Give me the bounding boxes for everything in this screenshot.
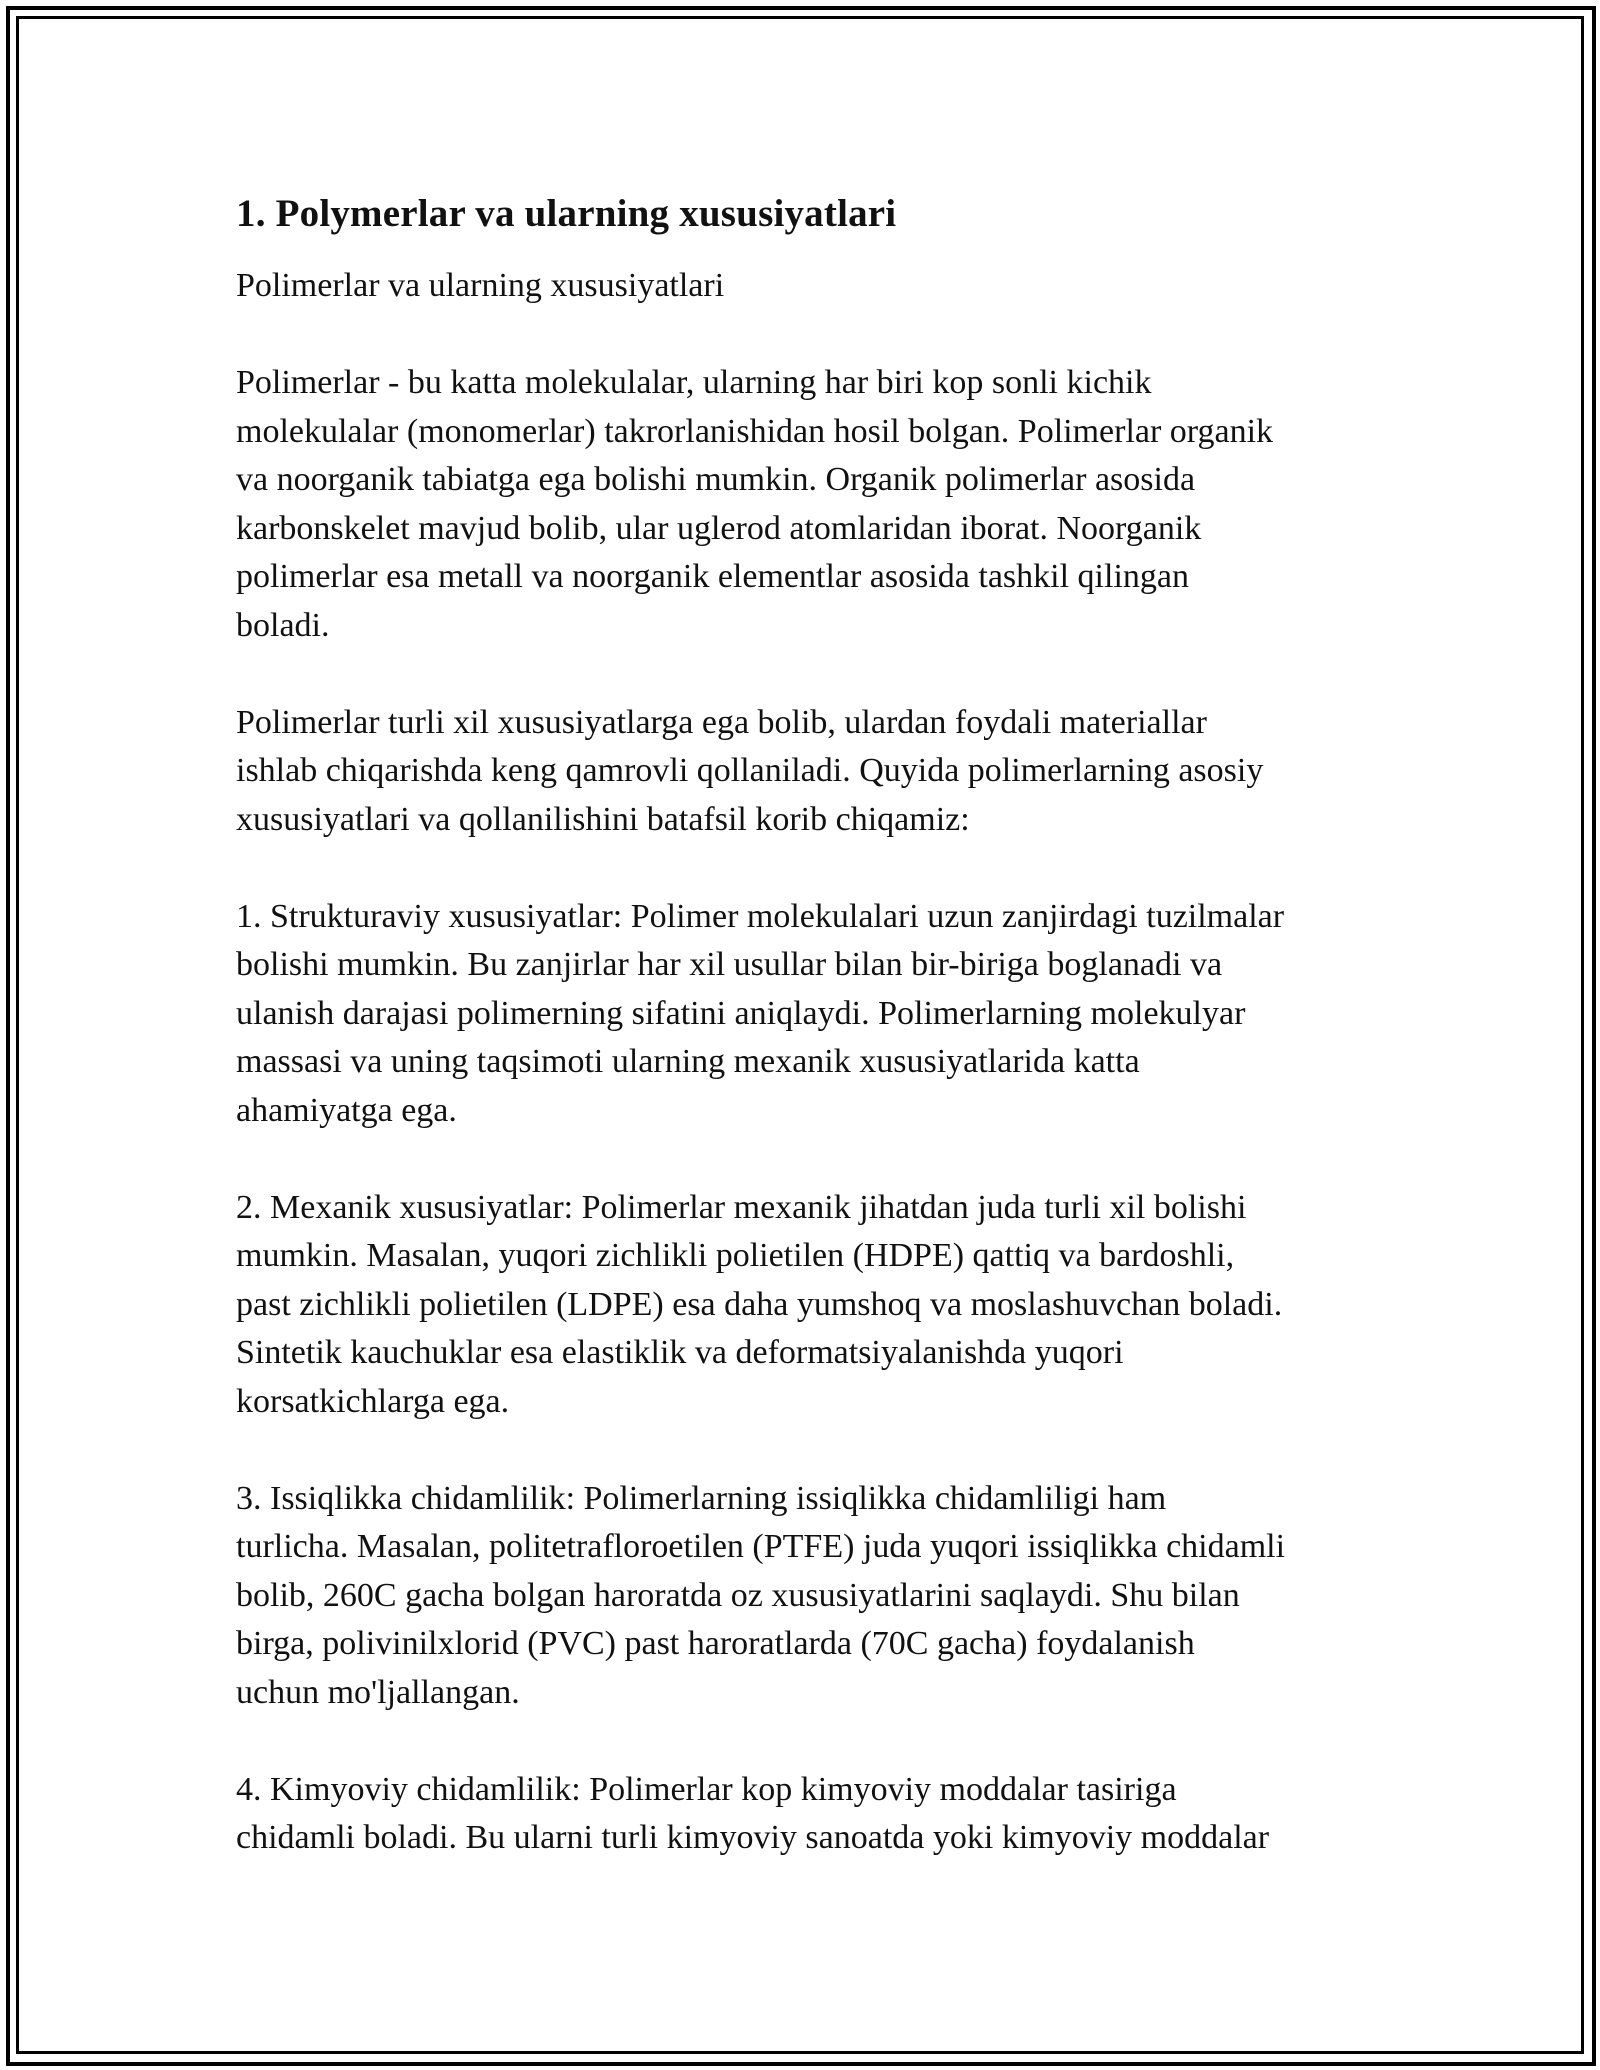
section-heading: 1. Polymerlar va ularning xususiyatlari xyxy=(236,192,897,235)
document-body xyxy=(236,190,1386,1911)
mechanical-properties-paragraph: 2. Mexanik xususiyatlar: Polimerlar mexanik jihatdan juda turli xil bolishi mumkin. Masalan, yuqori zichlikli polietilen (HDPE) qattiq va bardoshli, past zichlikli polietilen (LDPE) esa daha yumshoq va moslashuvchan boladi. Sintetik kauchuklar esa elastiklik va deformatsiyalanishda yuqori korsatkichlarga ega. xyxy=(236,1188,1283,1420)
subtitle-paragraph: Polimerlar va ularning xususiyatlari xyxy=(236,267,725,304)
intro-paragraph: Polimerlar - bu katta molekulalar, ularning har biri kop sonli kichik molekulalar (monomerlar) takrorlanishidan hosil bolgan. Polimerlar organik va noorganik tabiatga ega bolishi mumkin. Organik polimerlar asosida karbonskelet mavjud bolib, ular uglerod atomlaridan iborat. Noorganik polimerlar esa metall va noorganik elementlar asosida tashkil qilingan boladi. xyxy=(236,364,1274,644)
chemical-resistance-paragraph: 4. Kimyoviy chidamlilik: Polimerlar kop kimyoviy moddalar tasiriga chidamli boladi. Bu ularni turli kimyoviy sanoatda yoki kimyoviy moddalar xyxy=(236,1770,1270,1856)
heat-resistance-paragraph: 3. Issiqlikka chidamlilik: Polimerlarning issiqlikka chidamliligi ham turlicha. Masalan, politetrafloroetilen (PTFE) juda yuqori issiqlikka chidamli bolib, 260C gacha bolgan haroratda oz xususiyatlarini saqlaydi. Shu bilan birga, polivinilxlorid (PVC) past haroratlarda (70C gacha) foydalanish uchun mo'ljallangan. xyxy=(236,1479,1286,1711)
overview-paragraph: Polimerlar turli xil xususiyatlarga ega bolib, ulardan foydali materiallar ishlab chiqarishda keng qamrovli qollaniladi. Quyida polimerlarning asosiy xususiyatlari va qollanilishini batafsil korib chiqamiz: xyxy=(236,703,1264,838)
structural-properties-paragraph: 1. Strukturaviy xususiyatlar: Polimer molekulalari uzun zanjirdagi tuzilmalar bolishi mumkin. Bu zanjirlar har xil usullar bilan bir-biriga boglanadi va ulanish darajasi polimerning sifatini aniqlaydi. Polimerlarning molekulyar massasi va uning taqsimoti ularning mexanik xususiyatlarida katta ahamiyatga ega. xyxy=(236,897,1285,1129)
